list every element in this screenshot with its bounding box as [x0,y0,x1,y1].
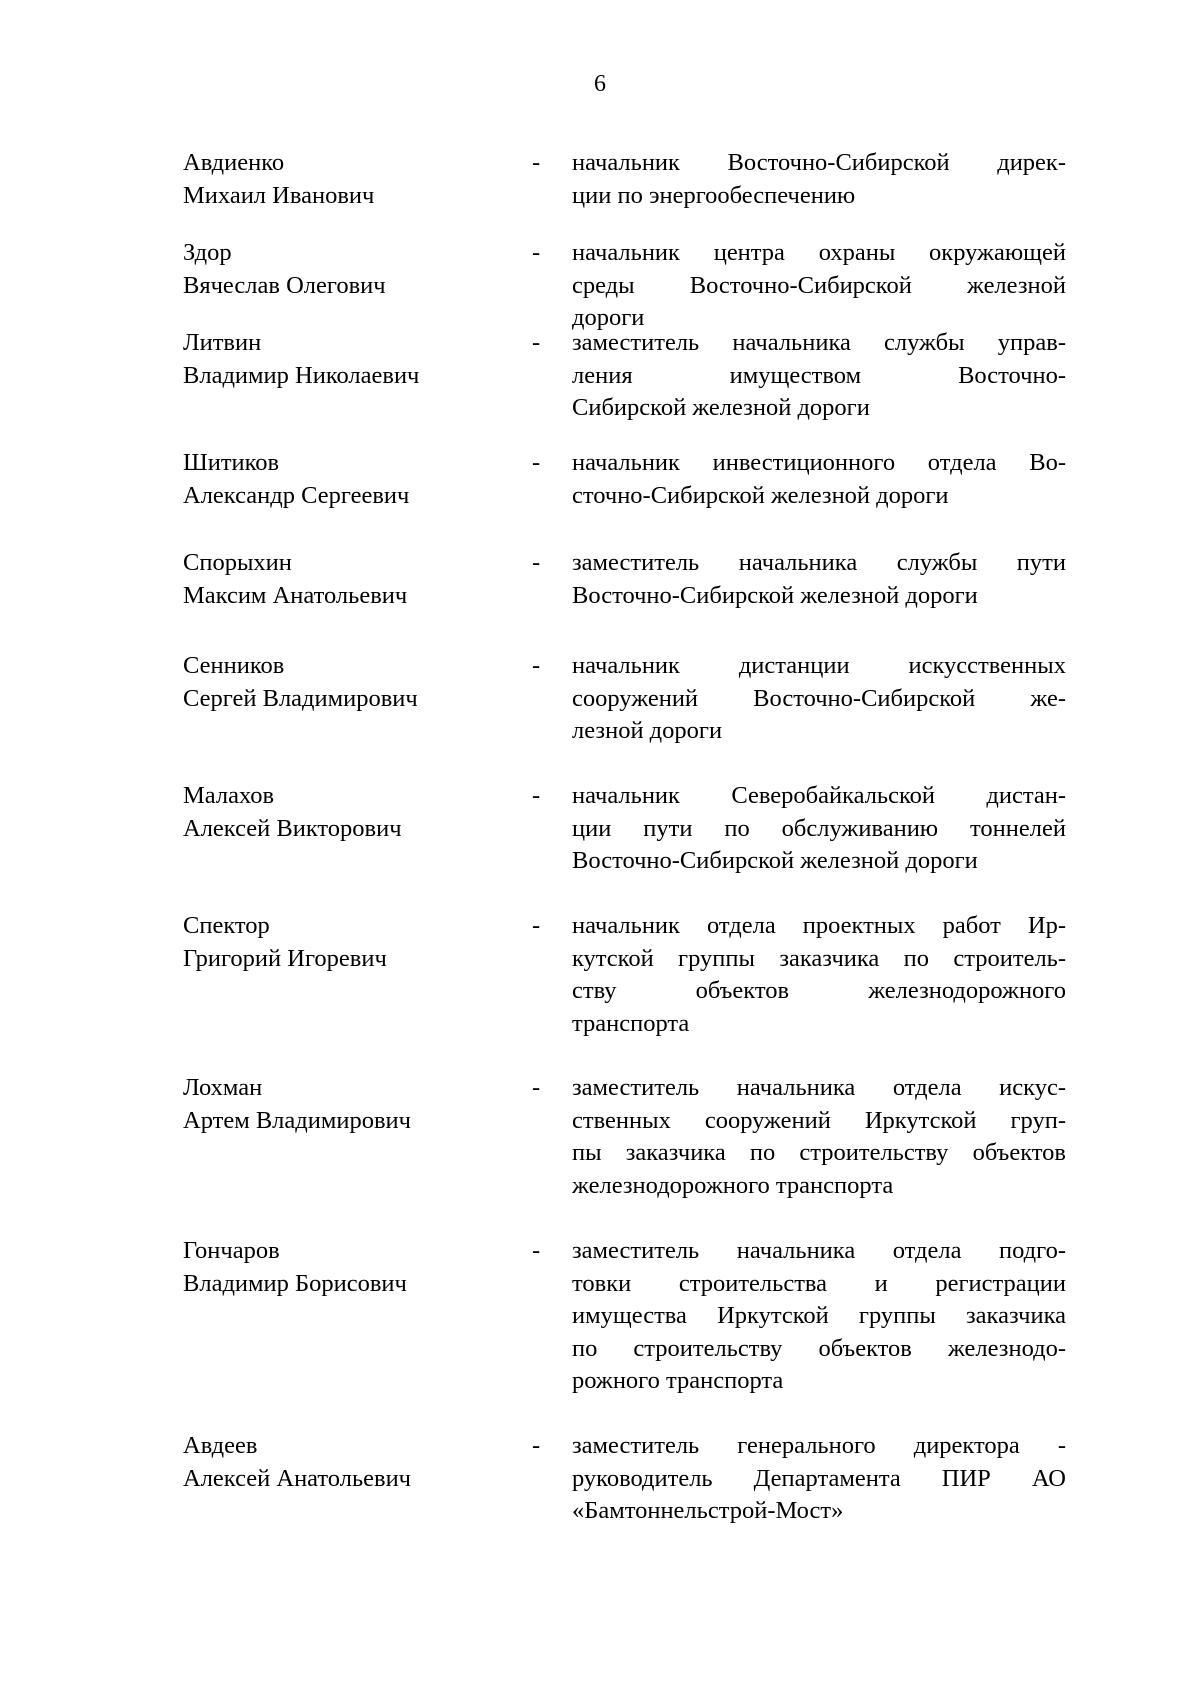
surname: Спектор [183,912,270,939]
given-name: Владимир Борисович [183,1269,407,1297]
surname: Здор [183,239,232,266]
position-description [572,650,1066,748]
position-line: Восточно-Сибирской железной дороги [572,847,978,874]
position-line: дороги [572,304,645,331]
dash-separator: - [532,149,541,176]
position-line: пы заказчика по строительству объектов [572,1139,1066,1166]
person-name [183,650,503,715]
dash-separator: - [532,239,541,266]
dash-separator: - [532,912,541,939]
person-name [183,547,503,612]
dash-separator: - [532,549,541,576]
position-line: имущества Иркутской группы заказчика [572,1302,1066,1329]
position-line: «Бамтоннельстрой-Мост» [572,1497,844,1524]
position-line: по строительству объектов железнодо- [572,1334,1066,1362]
person-name [183,147,503,212]
position-line: ления имуществом Восточно- [572,361,1066,389]
position-line: Восточно-Сибирской железной дороги [572,581,978,609]
given-name: Алексей Анатольевич [183,1464,412,1492]
position-line: рожного транспорта [572,1367,784,1394]
dash-separator: - [532,449,541,476]
position-line: товки строительства и регистрации [572,1269,1066,1297]
position-line: заместитель начальника отдела подго- [572,1237,1066,1264]
person-name [183,447,503,512]
surname: Спорыхин [183,549,292,576]
person-name [183,1072,503,1137]
position-line: начальник центра охраны окружающей [572,239,1066,266]
position-description [572,910,1066,1040]
position-description [572,780,1066,878]
dash-separator: - [532,1432,541,1459]
given-name: Александр Сергеевич [183,481,410,509]
surname: Лохман [183,1074,263,1101]
position-line: железнодорожного транспорта [572,1171,894,1199]
position-line: среды Восточно-Сибирской железной [572,271,1066,299]
surname: Сенников [183,652,285,679]
position-description [572,547,1066,612]
person-name [183,780,503,845]
position-description [572,237,1066,335]
position-line: заместитель начальника отдела искус- [572,1074,1066,1101]
position-line: ству объектов железнодорожного [572,977,1066,1004]
surname: Малахов [183,782,275,809]
dash-separator: - [532,329,541,356]
surname: Литвин [183,329,262,356]
dash-separator: - [532,782,541,809]
position-line: сточно-Сибирской железной дороги [572,481,949,509]
position-line: заместитель начальника службы управ- [572,329,1066,356]
given-name: Владимир Николаевич [183,361,420,389]
position-line: ции пути по обслуживанию тоннелей [572,814,1066,842]
given-name: Михаил Иванович [183,181,375,209]
position-line: ции по энергообеспечению [572,181,856,209]
position-description [572,1430,1066,1528]
given-name: Григорий Игоревич [183,944,387,972]
page-number: 6 [594,71,606,97]
given-name: Вячеслав Олегович [183,271,386,299]
position-line: начальник Северобайкальской дистан- [572,782,1066,809]
position-description [572,1072,1066,1202]
position-line: руководитель Департамента ПИР АО [572,1464,1066,1492]
position-line: сооружений Восточно-Сибирской же- [572,684,1066,712]
given-name: Артем Владимирович [183,1106,411,1134]
position-description [572,327,1066,425]
position-line: лезной дороги [572,717,723,744]
given-name: Алексей Викторович [183,814,402,842]
position-line: Сибирской железной дороги [572,394,870,421]
position-description [572,447,1066,512]
position-description [572,1235,1066,1398]
person-name [183,1235,503,1300]
given-name: Максим Анатольевич [183,581,408,609]
given-name: Сергей Владимирович [183,684,418,712]
person-name [183,1430,503,1495]
surname: Авдиенко [183,149,285,176]
position-line: начальник инвестиционного отдела Во- [572,449,1066,476]
surname: Шитиков [183,449,280,476]
position-line: транспорта [572,1009,690,1037]
person-name [183,237,503,302]
dash-separator: - [532,1237,541,1264]
position-description [572,147,1066,212]
surname: Гончаров [183,1237,280,1264]
position-line: начальник дистанции искусственных [572,652,1066,679]
position-line: ственных сооружений Иркутской груп- [572,1106,1066,1134]
position-line: заместитель начальника службы пути [572,549,1066,576]
position-line: начальник Восточно-Сибирской дирек- [572,149,1066,176]
position-line: кутской группы заказчика по строитель- [572,944,1066,972]
position-line: заместитель генерального директора - [572,1432,1066,1459]
surname: Авдеев [183,1432,258,1459]
person-name [183,327,503,392]
position-line: начальник отдела проектных работ Ир- [572,912,1066,939]
person-name [183,910,503,975]
dash-separator: - [532,1074,541,1101]
dash-separator: - [532,652,541,679]
